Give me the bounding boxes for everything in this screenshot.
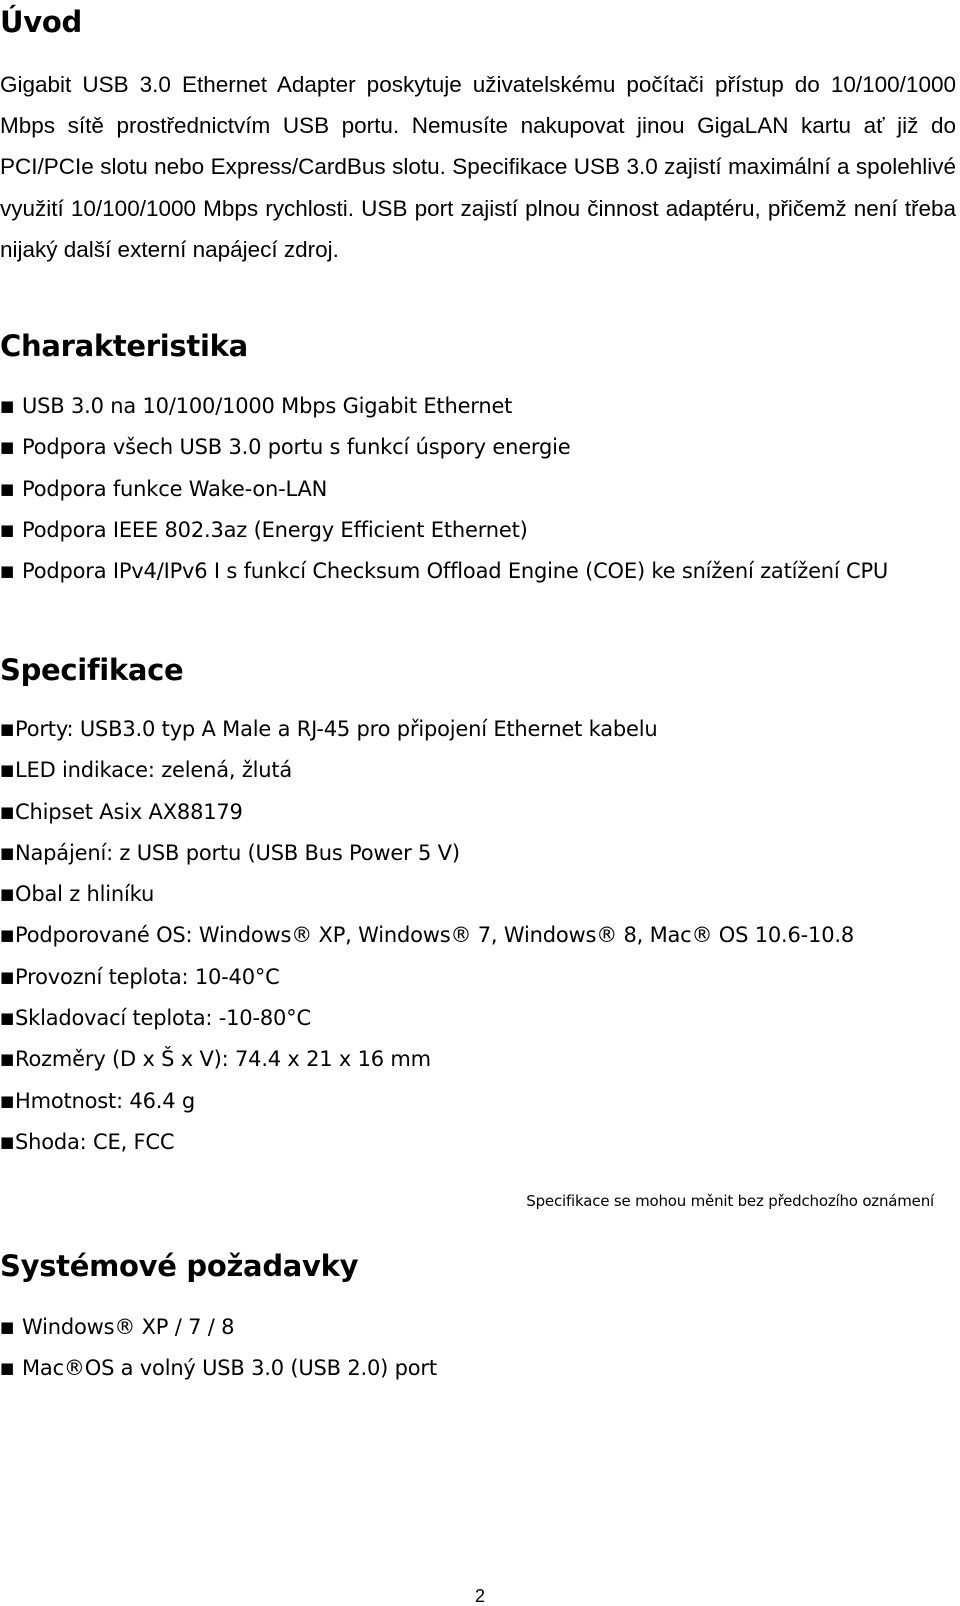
specs-heading: Specifikace [0,653,184,687]
list-item: ■Porty: USB3.0 typ A Male a RJ-45 pro připojení Ethernet kabelu [0,709,950,750]
list-item: ■LED indikace: zelená, žlutá [0,750,950,791]
bullet-icon: ■ [0,1132,14,1151]
bullet-icon: ■ [0,885,14,904]
list-item: ■ Podpora funkce Wake-on-LAN [0,469,950,510]
bullet-icon: ■ [0,1318,14,1336]
bullet-icon: ■ [0,761,14,780]
specs-note: Specifikace se mohou měnit bez předchozího oznámení [526,1192,934,1210]
bullet-icon: ■ [0,397,14,415]
bullet-icon: ■ [0,720,14,738]
list-item: ■ Podpora IPv4/IPv6 I s funkcí Checksum Offload Engine (COE) ke snížení zatížení CPU [0,551,950,592]
list-item: ■Rozměry (D x Š x V): 74.4 x 21 x 16 mm [0,1039,950,1080]
list-item: ■Chipset Asix AX88179 [0,792,950,833]
bullet-icon: ■ [0,520,14,539]
list-item: ■ Windows® XP / 7 / 8 [0,1307,950,1348]
bullet-icon: ■ [0,802,14,821]
list-item: ■Provozní teplota: 10-40°C [0,957,950,998]
specs-list [0,709,950,1163]
bullet-icon: ■ [0,1009,14,1028]
bullet-icon: ■ [0,562,14,581]
requirements-heading: Systémové požadavky [0,1249,359,1283]
bullet-icon: ■ [0,1359,14,1378]
list-item: ■ Mac®OS a volný USB 3.0 (USB 2.0) port [0,1348,950,1389]
bullet-icon: ■ [0,1091,14,1110]
page-number: 2 [474,1586,485,1606]
features-heading: Charakteristika [0,329,248,363]
list-item: ■ USB 3.0 na 10/100/1000 Mbps Gigabit Ethernet [0,386,950,427]
features-list [0,386,950,592]
requirements-list [0,1307,950,1390]
bullet-icon: ■ [0,843,14,862]
list-item: ■Skladovací teplota: -10-80°C [0,998,950,1039]
intro-heading: Úvod [0,5,82,39]
bullet-icon: ■ [0,1050,14,1069]
list-item: ■Obal z hliníku [0,874,950,915]
list-item: ■ Podpora IEEE 802.3az (Energy Efficient Ethernet) [0,510,950,551]
bullet-icon: ■ [0,479,14,498]
list-item: ■Podporované OS: Windows® XP, Windows® 7, Windows® 8, Mac® OS 10.6-10.8 [0,915,950,956]
intro-paragraph: Gigabit USB 3.0 Ethernet Adapter poskytuje uživatelskému počítači přístup do 10/100/1000 Mbps sítě prostřednictvím USB portu. Nemusíte nakupovat jinou GigaLAN kartu ať již do PCI/PCIe slotu nebo Express/CardBus slotu. Specifikace USB 3.0 zajistí maximální a spolehlivé využití 10/100/1000 Mbps rychlosti. USB port zajistí plnou činnost adaptéru, přičemž není třeba nijaký další externí napájecí zdroj. [0,72,956,262]
list-item: ■Hmotnost: 46.4 g [0,1081,950,1122]
bullet-icon: ■ [0,967,14,986]
list-item: ■ Podpora všech USB 3.0 portu s funkcí úspory energie [0,427,950,468]
bullet-icon: ■ [0,438,14,457]
bullet-icon: ■ [0,926,14,945]
list-item: ■Napájení: z USB portu (USB Bus Power 5 V) [0,833,950,874]
list-item: ■Shoda: CE, FCC [0,1122,950,1163]
